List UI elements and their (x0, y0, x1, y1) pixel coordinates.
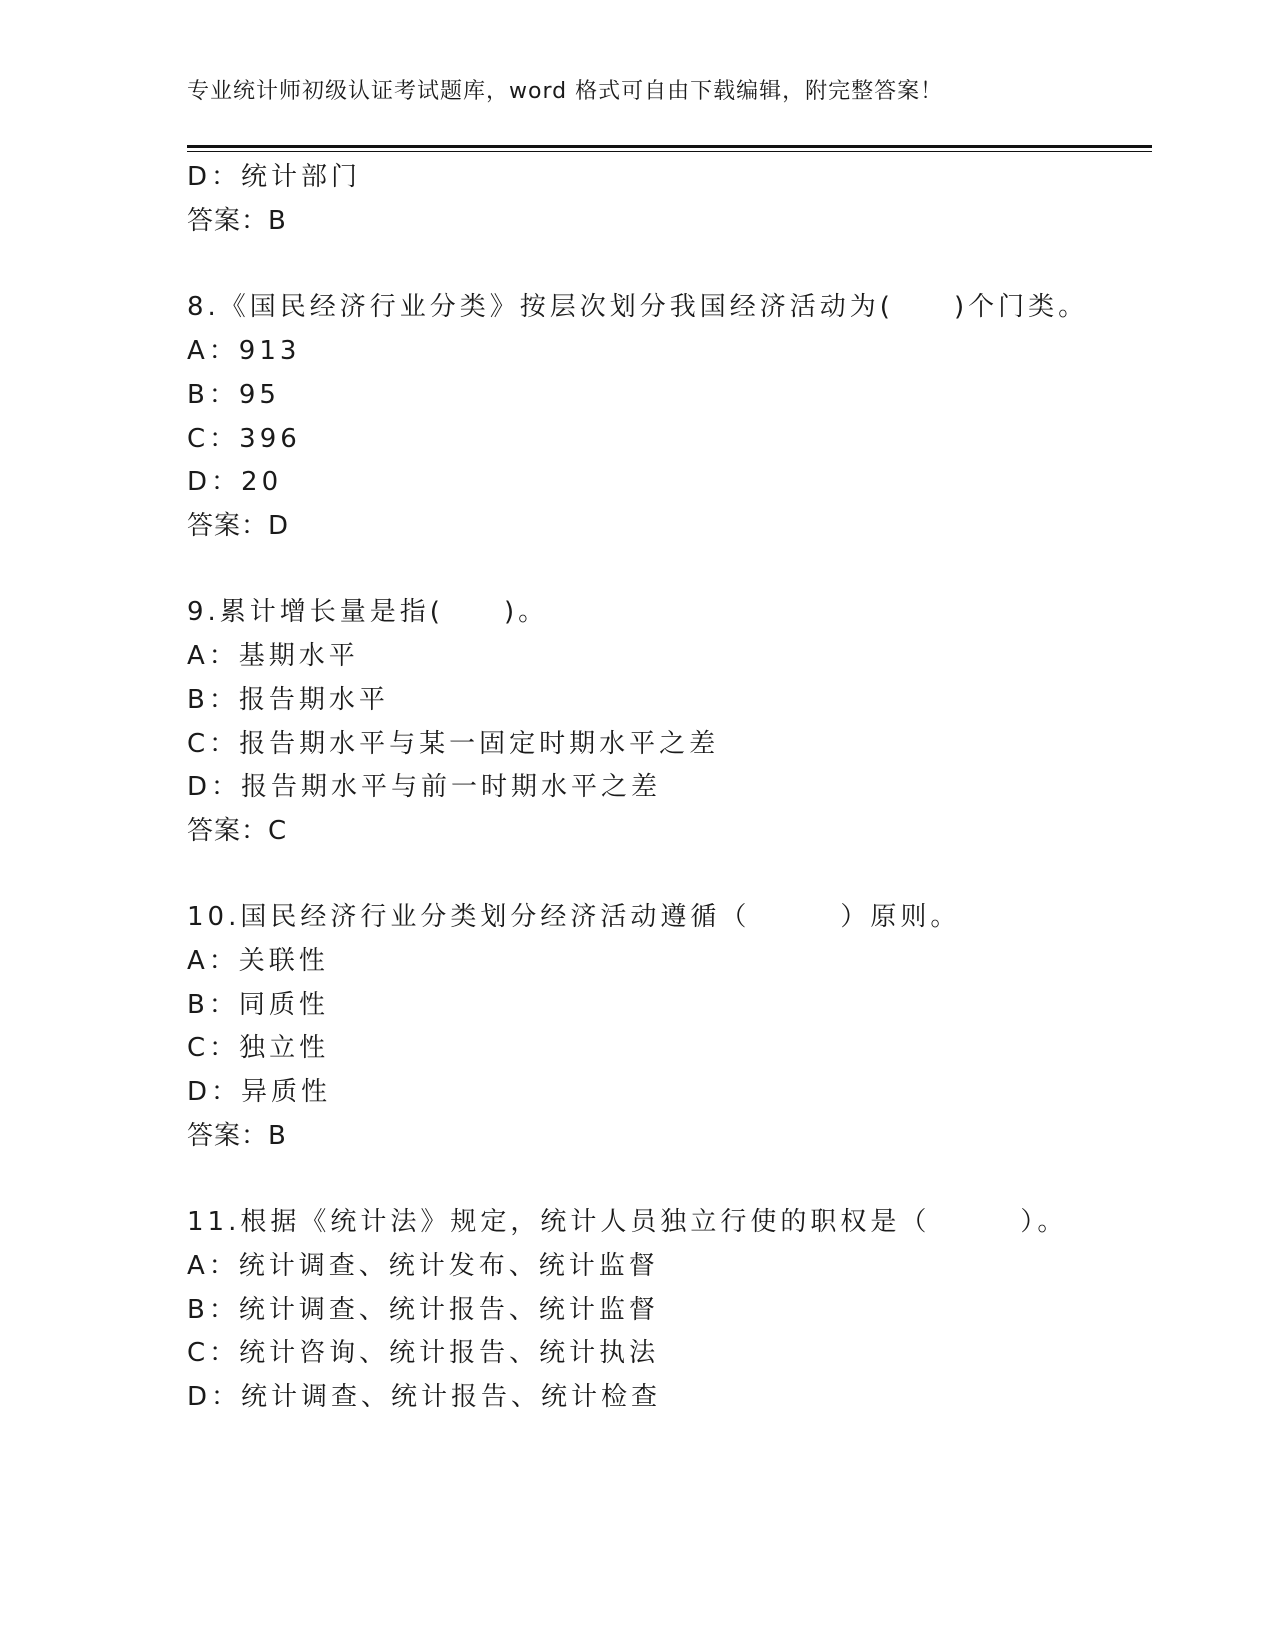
question-11-option-d: D：统计调查、统计报告、统计检查 (187, 1382, 662, 1412)
question-8-option-b: B：95 (187, 380, 280, 410)
question-8-option-a: A：913 (187, 336, 301, 366)
prev-option-d: D：统计部门 (187, 162, 362, 192)
question-9-option-b: B：报告期水平 (187, 685, 389, 715)
header-divider-thick (187, 145, 1152, 148)
question-11-stem: 11.根据《统计法》规定，统计人员独立行使的职权是（ ）。 (187, 1207, 1068, 1237)
question-8-option-d: D：20 (187, 467, 283, 497)
question-10-option-a: A：关联性 (187, 946, 329, 976)
question-8-stem: 8.《国民经济行业分类》按层次划分我国经济活动为( )个门类。 (187, 292, 1089, 322)
question-11-option-b: B：统计调查、统计报告、统计监督 (187, 1295, 659, 1325)
question-9-option-d: D：报告期水平与前一时期水平之差 (187, 772, 662, 802)
header-divider-thin (187, 151, 1152, 152)
question-8-option-c: C：396 (187, 424, 301, 454)
question-11-option-c: C：统计咨询、统计报告、统计执法 (187, 1338, 660, 1368)
question-10-option-c: C：独立性 (187, 1033, 330, 1063)
question-9-stem: 9.累计增长量是指( )。 (187, 597, 549, 627)
question-9-answer: 答案：C (187, 816, 288, 846)
question-11-option-a: A：统计调查、统计发布、统计监督 (187, 1251, 659, 1281)
question-9-option-c: C：报告期水平与某一固定时期水平之差 (187, 729, 720, 759)
prev-answer: 答案：B (187, 206, 287, 236)
question-9-option-a: A：基期水平 (187, 641, 359, 671)
question-10-answer: 答案：B (187, 1121, 287, 1151)
question-10-option-b: B：同质性 (187, 990, 329, 1020)
page-header: 专业统计师初级认证考试题库，word 格式可自由下载编辑，附完整答案！ (187, 79, 944, 104)
question-8-answer: 答案：D (187, 511, 290, 541)
question-10-stem: 10.国民经济行业分类划分经济活动遵循（ ）原则。 (187, 902, 961, 932)
question-10-option-d: D：异质性 (187, 1077, 332, 1107)
